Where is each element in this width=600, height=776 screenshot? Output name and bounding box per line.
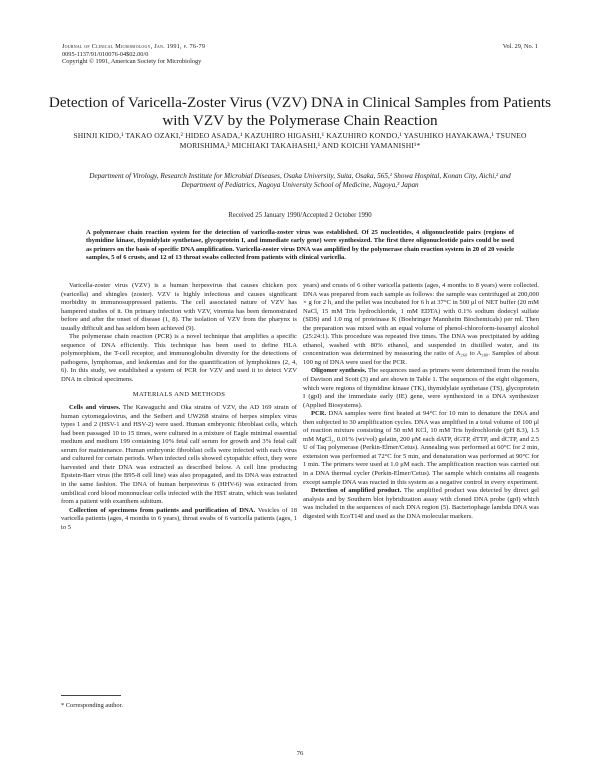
left-column [61,282,297,532]
paragraph-text: Vesicles of 18 varicella patients (ages, 4 months to 6 years), throat swabs of 6 varicella patients (ages, 1 to 5 [61,506,298,531]
section-heading-methods: MATERIALS AND METHODS [132,390,226,398]
paragraph-text: DNA samples were first heated at 94°C for 10 min to denature the DNA and then subjected to 30 amplification cycles. DNA was amplified in a total volume of 100 μl of reaction mixture consisting of 50 mM KCl, 10 mM Tris hydrochloride (pH 8.3), 1.5 mM MgCl₂, 0.01% (wt/vol) gelatin, 200 μM each dATP, dGTP, dTTP, and dCTP, and 2.5 U of Taq polymerase (Perkin-Elmer/Cetus). Annealing was performed at 60°C for 2 min, extension was performed at 72°C for 5 min, and denaturation was performed at 90°C for 1 min. The primers were used at 1.0 μM each. The amplification reaction was carried out in a DNA thermal cycler (Perkin-Elmer/Cetus). The sample which contains all reagents except sample DNA was reacted in this system as a negative control in every experiment. [303,410,539,486]
affiliations: Department of Virology, Research Institute for Microbial Diseases, Osaka University, Suita, Osaka, 565,¹ Showa Hospital, Konan City, Aichi,² and Department of Pediatrics, Nagoya University School of Medicine, Nagoya,³ Japan [89,172,511,190]
footnote: * Corresponding author. [61,702,123,709]
header-left [62,43,322,66]
received-dates: Received 25 January 1990/Accepted 2 October 1990 [228,212,372,219]
methods-paragraph [303,410,539,487]
author-list: SHINJI KIDO,¹ TAKAO OZAKI,² HIDEO ASADA,¹ KAZUHIRO HIGASHI,¹ KAZUHIRO KONDO,¹ YASUHIKO HAYAKAWA,¹ TSUNEO MORISHIMA,³ MICHIAKI TAKAHASHI,¹ AND KOICHI YAMANISHI¹* [73,131,527,151]
abstract: A polymerase chain reaction system for the detection of varicella-zoster virus was established. Of 25 nucleotides, 4 oligonucleotide pairs (regions of thymidine kinase, thymidylate synthetase, glycoprotein I, and immediate early gene) were synthesized. The first three oligonucleotide pairs could be used as primers on the basis of specific DNA amplification. Varicella-zoster virus DNA was amplified by the polymerase chain reaction system in 20 of 20 vesicle samples, 5 of 6 crusts, and 12 of 13 throat swabs collected from patients with clinical varicella. [86,229,514,262]
right-column [303,282,539,521]
runin-heading: Detection of amplified product. [311,487,402,495]
intro-paragraph: The polymerase chain reaction (PCR) is a novel technique that amplifies a specific sequence of DNA efficiently. This technique has been used to define HLA polymorphism, the T-cell receptor, and immunoglobulin diversity for the detections of pathogens, lymphomas, and leukemias and for the quantification of lymphokines (2, 4, 6). In this study, we established a system of PCR for VZV and used it to detect VZV DNA in clinical specimens. [61,333,297,384]
runin-heading: Cells and viruses. [69,404,121,412]
methods-paragraph [303,487,539,521]
methods-paragraph [61,404,297,507]
footnote-rule [61,695,121,696]
paragraph-text: The sequences used as primers were determined from the results of Davison and Scott (3) and are shown in Table 1. The sequences of the eight oligomers, which were regions of thymidine kinase (TK), thymidylate synthetase (TS), glycoprotein I (gpI) and the immediate early (IE) gene, were synthesized in a DNA synthesizer (Applied Biosystems). [303,367,539,409]
methods-paragraph: years) and crusts of 6 other varicella patients (ages, 4 months to 8 years) were collected. DNA was prepared from each sample as follows: the sample was centrifuged at 200,000 × g for 2 h, and the pellet was incubated for 6 h at 37°C in 500 μl of NET buffer (20 mM NaCl, 15 mM Tris hydrochloride, 1 mM EDTA) with 0.1% sodium dodecyl sulfate (SDS) and 1.0 mg of proteinase K (Boehringer Mannheim Biochemicals) per ml. Then the preparation was mixed with an equal volume of phenol-chloroform-isoamyl alcohol (25:24:1). This procedure was repeated five times. The DNA was precipitated by adding ethanol, washed with 80% ethanol, and suspended in distilled water, and its concentration was determined by measuring the ratio of A₂₆₀ to A₂₈₀. Samples of about 100 ng of DNA were used for the PCR. [303,282,539,366]
methods-paragraph [303,367,539,410]
article-title: Detection of Varicella-Zoster Virus (VZV) DNA in Clinical Samples from Patients with VZV by the Polymerase Chain Reaction [48,94,552,129]
runin-heading: Oligomer synthesis. [311,367,367,375]
runin-heading: Collection of specimens from patients and purification of DNA. [69,506,256,514]
runin-heading: PCR. [311,410,327,418]
paragraph-text: The Kawaguchi and Oka strains of VZV, the AD 169 strain of human cytomegalovirus, and the Seibert and UW268 strains of herpes simplex virus types 1 and 2 (HSV-1 and HSV-2) were used. Human embryonic fibroblast cells, which had been passaged 10 to 15 times, were cultured in a mixture of Eagle minimal essential medium and medium 199 containing 10% fetal calf serum for growth and 3% fetal calf serum for maintenance. Human embryonic fibroblast cells were infected with each virus and cultured for certain periods. When infected cells showed cytopathic effect, they were harvested and their DNA was extracted as described below. A cell line producing Epstein-Barr virus (the B95-8 cell line) was also propagated, and its DNA was extracted in the same fashion. The DNA of human herpesvirus 6 (HHV-6) was extracted from umbilical cord blood mononuclear cells infected with the HST strain, which was isolated from a patient with exanthem subitum. [61,404,298,506]
methods-paragraph [61,507,297,533]
volume-issue: Vol. 29, No. 1 [502,43,538,50]
page-number: 76 [296,750,304,757]
paragraph-text: The amplified product was detected by direct gel analysis and by Southern blot hybridization assay with cloned DNA probe (gpI) which was included in the sequences of each DNA region (5). Bacteriophage lambda DNA was digested with EcoT14I and used as the DNA molecular markers. [303,487,539,520]
journal-citation: Journal of Clinical Microbiology, Jan. 1991, p. 76-79 [62,43,206,50]
copyright-line: Copyright © 1991, American Society for Microbiology [62,58,202,66]
intro-paragraph: Varicella-zoster virus (VZV) is a human herpesvirus that causes chicken pox (varicella) and shingles (zoster). VZV is highly infectious and causes significant morbidity in immunosuppressed patients. The cell associated nature of VZV has hampered studies of it. On primary infection with VZV, viremia has been demonstrated before and after the onset of disease (1, 8). The isolation of VZV from the pharynx is usually difficult and has seldom been achieved (9). [61,282,297,332]
issn-line: 0095-1137/91/010076-04$02.00/0 [62,50,149,58]
